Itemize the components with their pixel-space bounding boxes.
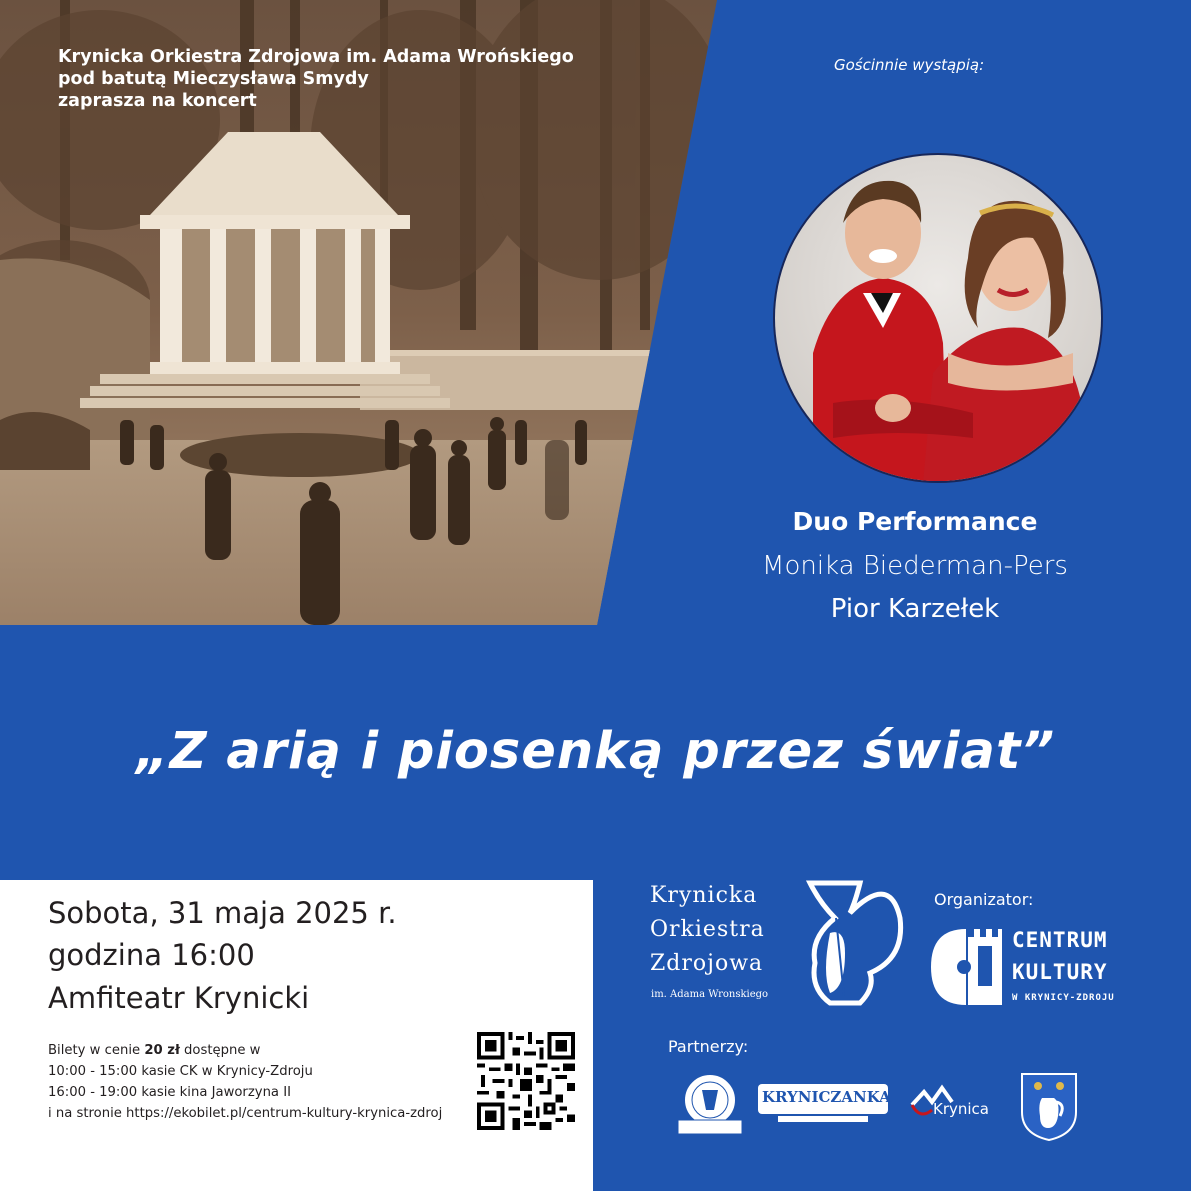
ticket-price-prefix: Bilety w cenie: [48, 1043, 145, 1058]
ticket-line-1: [48, 1040, 442, 1061]
event-date: Sobota, 31 maja 2025 r.: [48, 896, 397, 930]
partners-label: Partnerzy:: [668, 1037, 749, 1056]
qr-code[interactable]: [477, 1032, 575, 1130]
event-time: godzina 16:00: [48, 938, 255, 972]
ticket-info: [48, 1040, 442, 1124]
duo-group-name: Duo Performance: [792, 507, 1038, 536]
ticket-line-4: i na stronie https://ekobilet.pl/centrum-kultury-krynica-zdroj: [48, 1106, 443, 1121]
intro-line-3: zaprasza na koncert: [58, 91, 257, 111]
duo-portrait: [773, 153, 1103, 483]
organizer-line-1: CENTRUM: [1012, 928, 1108, 952]
guest-label: Gościnnie wystąpią:: [834, 56, 985, 74]
ticket-line-2: 10:00 - 15:00 kasie CK w Krynicy-Zdroju: [48, 1064, 313, 1079]
organizer-line-2: KULTURY: [1012, 960, 1108, 984]
kryniczanka-logo-text: KRYNICZANKA: [762, 1088, 891, 1106]
performer-1-name: Monika Biederman-Pers: [762, 551, 1068, 581]
event-info-panel: [0, 880, 593, 1191]
krynica-coat-of-arms-icon: [1020, 1072, 1078, 1142]
orchestra-logo-sub: im. Adama Wronskiego: [651, 989, 769, 1000]
intro-line-2: pod batutą Mieczysława Smydy: [58, 69, 369, 89]
concert-title: „Z arią i piosenką przez świat”: [135, 722, 1056, 781]
performer-2-name: Pior Karzełek: [830, 594, 1000, 624]
portrait-graphic: [773, 153, 1103, 483]
jug-violin-icon: [800, 878, 910, 1008]
ticket-price: 20 zł: [144, 1043, 180, 1058]
ticket-line-3: 16:00 - 19:00 kasie kina Jaworzyna II: [48, 1085, 291, 1100]
kryniczanka-seal-logo: [670, 1070, 750, 1140]
event-venue: Amfiteatr Krynicki: [48, 981, 310, 1015]
intro-text: [58, 46, 574, 112]
orchestra-logo-line-3: Zdrojowa: [650, 951, 764, 976]
ticket-price-suffix: dostępne w: [179, 1043, 261, 1058]
organizer-label: Organizator:: [934, 890, 1034, 909]
orchestra-logo-line-2: Orkiestra: [650, 917, 765, 942]
intro-line-1: Krynicka Orkiestra Zdrojowa im. Adama Wrońskiego: [58, 47, 574, 67]
centrum-kultury-icon: [926, 924, 1006, 1010]
krynica-logo-text: Krynica: [933, 1100, 989, 1118]
organizer-line-3: W KRYNICY-ZDROJU: [1012, 993, 1115, 1003]
orchestra-logo-line-1: Krynicka: [650, 883, 758, 908]
